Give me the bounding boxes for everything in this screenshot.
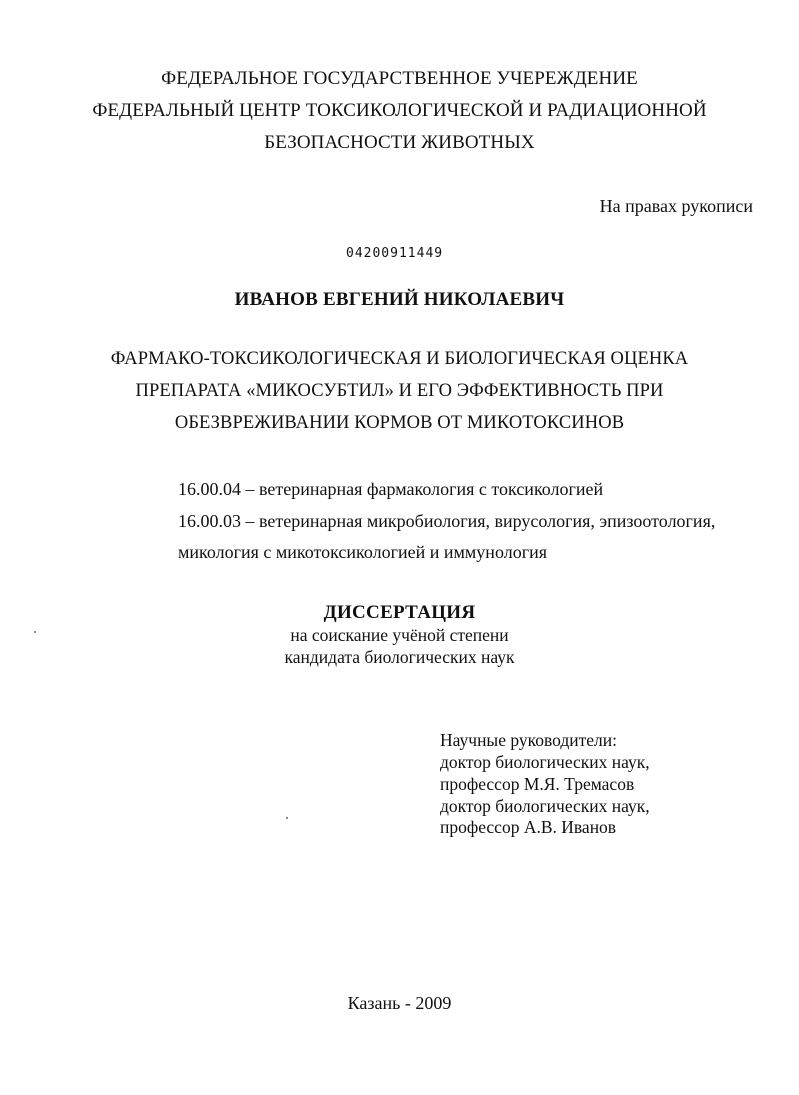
degree-line-2: кандидата биологических наук bbox=[284, 647, 515, 667]
institution-line-2: ФЕДЕРАЛЬНЫЙ ЦЕНТР ТОКСИКОЛОГИЧЕСКОЙ И РАДИАЦИОННОЙ bbox=[92, 100, 707, 121]
scan-speck bbox=[34, 631, 36, 633]
supervisor-1-degree: доктор биологических наук, bbox=[440, 752, 650, 772]
thesis-title-line-3: ОБЕЗВРЕЖИВАНИИ КОРМОВ ОТ МИКОТОКСИНОВ bbox=[174, 413, 625, 433]
supervisors-heading: Научные руководители: bbox=[440, 730, 617, 750]
specialty-line-3: микология с микотоксикологией и иммунология bbox=[178, 542, 547, 562]
supervisor-1-name: профессор М.Я. Тремасов bbox=[440, 774, 635, 794]
manuscript-note: На правах рукописи bbox=[599, 196, 753, 216]
thesis-title-line-2: ПРЕПАРАТА «МИКОСУБТИЛ» И ЕГО ЭФФЕКТИВНОСТЬ ПРИ bbox=[135, 381, 664, 401]
institution-line-1: ФЕДЕРАЛЬНОЕ ГОСУДАРСТВЕННОЕ УЧЕРЕЖДЕНИЕ bbox=[161, 68, 638, 89]
work-type: ДИССЕРТАЦИЯ bbox=[323, 602, 476, 623]
supervisor-2-name: профессор А.В. Иванов bbox=[440, 817, 617, 837]
specialty-line-2: 16.00.03 – ветеринарная микробиология, вирусология, эпизоотология, bbox=[178, 511, 716, 531]
institution-line-3: БЕЗОПАСНОСТИ ЖИВОТНЫХ bbox=[264, 132, 535, 153]
specialty-line-1: 16.00.04 – ветеринарная фармакология с токсикологией bbox=[178, 479, 604, 499]
registration-number: 04200911449 bbox=[346, 246, 444, 261]
thesis-title-line-1: ФАРМАКО-ТОКСИКОЛОГИЧЕСКАЯ И БИОЛОГИЧЕСКАЯ ОЦЕНКА bbox=[110, 349, 689, 369]
supervisor-2-degree: доктор биологических наук, bbox=[440, 796, 650, 816]
author-name: ИВАНОВ ЕВГЕНИЙ НИКОЛАЕВИЧ bbox=[234, 289, 565, 310]
city-year: Казань - 2009 bbox=[347, 993, 452, 1013]
degree-line-1: на соискание учёной степени bbox=[290, 625, 509, 645]
scan-speck bbox=[286, 817, 288, 819]
